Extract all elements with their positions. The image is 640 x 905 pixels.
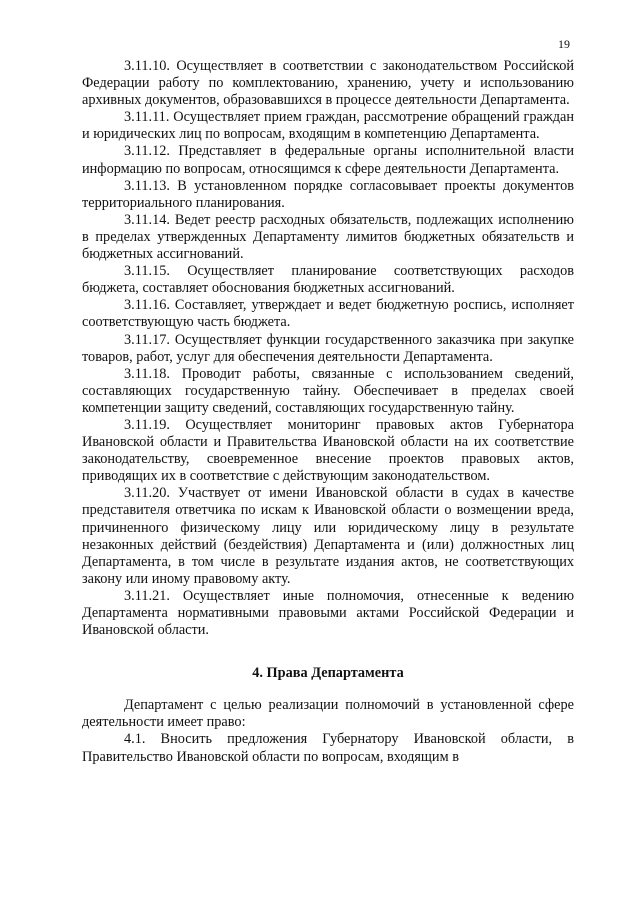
paragraph-3-11-16: 3.11.16. Составляет, утверждает и ведет бюджетную роспись, исполняет соответствующую часть бюджета. [82,297,574,331]
paragraph-rights-intro: Департамент с целью реализации полномочий в установленной сфере деятельности имеет право: [82,697,574,731]
page-number: 19 [558,37,570,51]
paragraph-3-11-13: 3.11.13. В установленном порядке согласовывает проекты документов территориального планирования. [82,177,574,211]
section-heading: 4. Права Департамента [252,665,404,682]
paragraph-4-1: 4.1. Вносить предложения Губернатору Ивановской области, в Правительство Ивановской области по вопросам, входящим в [82,731,574,765]
paragraph-3-11-12: 3.11.12. Представляет в федеральные органы исполнительной власти информацию по вопросам, относящимся к сфере деятельности Департамента. [82,143,574,177]
paragraph-3-11-19: 3.11.19. Осуществляет мониторинг правовых актов Губернатора Ивановской области и Правительства Ивановской области на их соответствие законодательству, своевременное внесение проектов правовых актов, приводящих их в соответствие с действующим законодательством. [82,416,574,485]
paragraph-3-11-21: 3.11.21. Осуществляет иные полномочия, отнесенные к ведению Департамента нормативными правовыми актами Российской Федерации и Ивановской области. [82,587,574,639]
paragraph-3-11-15: 3.11.15. Осуществляет планирование соответствующих расходов бюджета, составляет обоснования бюджетных ассигнований. [82,263,574,297]
paragraph-3-11-11: 3.11.11. Осуществляет прием граждан, рассмотрение обращений граждан и юридических лиц по вопросам, входящим в компетенцию Департамента. [82,109,574,143]
paragraph-3-11-18: 3.11.18. Проводит работы, связанные с использованием сведений, составляющих государственную тайну. Обеспечивает в пределах своей компетенции защиту сведений, составляющих государственную тайну. [82,365,574,416]
paragraph-3-11-20: 3.11.20. Участвует от имени Ивановской области в судах в качестве представителя ответчика по искам к Ивановской области о возмещении вреда, причиненного физическому лицу или юридическому лицу в результате незаконных действий (бездействия) Департамента и (или) должностных лиц Департамента, в том числе в результате издания актов, не соответствующих закону или иному правовому акту. [82,485,574,587]
paragraph-3-11-14: 3.11.14. Ведет реестр расходных обязательств, подлежащих исполнению в пределах утвержденных Департаменту лимитов бюджетных обязательств и бюджетных ассигнований. [82,211,574,263]
paragraph-3-11-17: 3.11.17. Осуществляет функции государственного заказчика при закупке товаров, работ, услуг для обеспечения деятельности Департамента. [82,331,574,365]
page-content [82,58,574,766]
paragraph-3-11-10: 3.11.10. Осуществляет в соответствии с законодательством Российской Федерации работу по комплектованию, хранению, учету и использованию архивных документов, образовавшихся в процессе деятельности Департамента. [82,58,574,109]
